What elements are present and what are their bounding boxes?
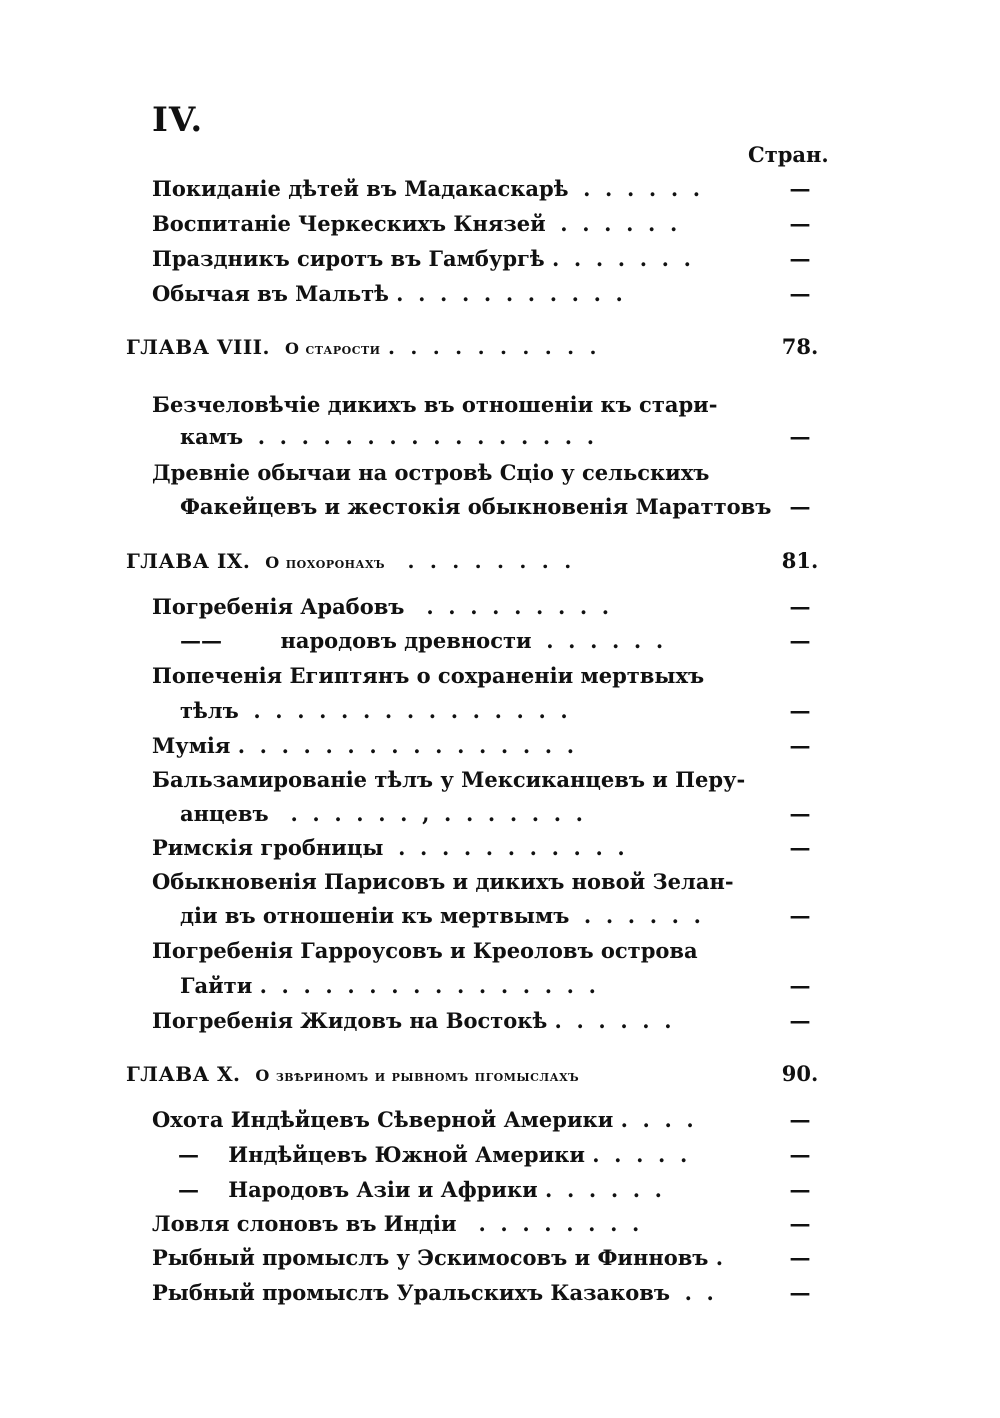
- toc-entry: Обычая въ Мальтѣ . . . . . . . . . . .: [152, 281, 623, 306]
- toc-page: —: [789, 733, 811, 758]
- leader-dots: . . . . . .: [531, 628, 664, 653]
- chapter-heading: ГЛАВА X. О звѣриномъ и рывномъ пгомыслахъ: [126, 1062, 580, 1086]
- toc-entry: Покиданіе дѣтей въ Мадакаскарѣ . . . . . .: [152, 176, 701, 201]
- toc-entry: Погребенія Жидовъ на Востокѣ . . . . . .: [152, 1008, 672, 1033]
- toc-entry-continuation: тѣлъ . . . . . . . . . . . . . . .: [180, 698, 568, 723]
- toc-entry: Погребенія Арабовъ . . . . . . . . .: [152, 594, 610, 619]
- toc-entry: Обыкновенія Парисовъ и дикихъ новой Зелан-: [152, 869, 734, 894]
- leader-dots: .: [708, 1245, 724, 1270]
- chapter-page: 78.: [781, 334, 819, 359]
- leader-dots: . .: [669, 1280, 714, 1305]
- chapter-page: 90.: [781, 1061, 819, 1086]
- leader-dots: . . . . . . . .: [456, 1211, 640, 1236]
- toc-entry: Римскія гробницы . . . . . . . . . . .: [152, 835, 625, 860]
- leader-dots: . . . . . . . . . . .: [383, 835, 625, 860]
- toc-entry: — Народовъ Азіи и Африки . . . . . .: [178, 1177, 662, 1202]
- toc-page: —: [789, 494, 811, 519]
- toc-entry-continuation: камъ . . . . . . . . . . . . . . . .: [180, 424, 595, 449]
- toc-entry: Погребенія Гарроусовъ и Креоловъ острова: [152, 938, 698, 963]
- leader-dots: . . . . . .: [537, 1177, 662, 1202]
- leader-dots: . . . . . . . . .: [404, 594, 610, 619]
- page-column-header: Стран.: [748, 142, 829, 167]
- toc-entry: Мумія . . . . . . . . . . . . . . . .: [152, 733, 575, 758]
- toc-page: —: [789, 1008, 811, 1033]
- toc-page: —: [789, 424, 811, 449]
- ditto-dash: ——: [180, 628, 222, 653]
- toc-entry: Попеченія Египтянъ о сохраненіи мертвыхъ: [152, 663, 705, 688]
- leader-dots: . . . . . . . . . .: [380, 335, 597, 359]
- leader-dots: . . . . . . . . . . . . . . . .: [252, 973, 596, 998]
- leader-dots: . . . .: [613, 1107, 694, 1132]
- leader-dots: . . . . . . , . . . . . . .: [268, 801, 583, 826]
- toc-entry: Рыбный промыслъ Уральскихъ Казаковъ . .: [152, 1280, 714, 1305]
- toc-page: —: [789, 628, 811, 653]
- toc-page: —: [789, 835, 811, 860]
- leader-dots: . . . . . .: [569, 903, 701, 928]
- leader-dots: . . . . . . . . . . . . . . . .: [230, 733, 575, 758]
- toc-page: —: [789, 246, 811, 271]
- toc-page: —: [789, 176, 811, 201]
- leader-dots: . . . . . .: [568, 176, 701, 201]
- toc-page: —: [789, 1142, 811, 1167]
- toc-entry-continuation: анцевъ . . . . . . , . . . . . . .: [180, 801, 583, 826]
- leader-dots: . . . . .: [584, 1142, 688, 1167]
- toc-entry: Охота Индѣйцевъ Сѣверной Америки . . . .: [152, 1107, 694, 1132]
- toc-page: —: [789, 1177, 811, 1202]
- toc-entry: Древніе обычаи на островѣ Сціо у сельскихъ: [152, 460, 710, 485]
- leader-dots: . . . . . . . . . . . . . . .: [238, 698, 568, 723]
- toc-entry: Рыбный промыслъ у Эскимосовъ и Финновъ .: [152, 1245, 724, 1270]
- page-number: IV.: [152, 100, 204, 140]
- leader-dots: . . . . . . .: [544, 246, 691, 271]
- leader-dots: . . . . . . . . . . . . . . . .: [243, 424, 595, 449]
- toc-entry-continuation: Гайти . . . . . . . . . . . . . . . .: [180, 973, 596, 998]
- toc-page: —: [789, 1280, 811, 1305]
- toc-page: —: [789, 594, 811, 619]
- toc-page: —: [789, 1211, 811, 1236]
- toc-entry: Воспитаніе Черкескихъ Князей . . . . . .: [152, 211, 678, 236]
- toc-page: —: [789, 973, 811, 998]
- toc-entry-continuation: діи въ отношеніи къ мертвымъ . . . . . .: [180, 903, 701, 928]
- toc-entry: Праздникъ сиротъ въ Гамбургѣ . . . . . . .: [152, 246, 691, 271]
- leader-dots: . . . . . . . .: [385, 549, 572, 573]
- toc-entry: Бальзамированіе тѣлъ у Мексиканцевъ и Перу-: [152, 767, 746, 792]
- toc-entry: Ловля слоновъ въ Индіи . . . . . . . .: [152, 1211, 640, 1236]
- ditto-dash: —: [178, 1142, 199, 1167]
- chapter-heading: ГЛАВА IX. О похоронахъ . . . . . . . .: [126, 549, 572, 573]
- toc-page: —: [789, 801, 811, 826]
- toc-page: —: [789, 211, 811, 236]
- leader-dots: . . . . . . . . . . .: [388, 281, 623, 306]
- toc-entry: —— народовъ древности . . . . . .: [180, 628, 664, 653]
- toc-page: —: [789, 281, 811, 306]
- toc-entry: Безчеловѣчіе дикихъ въ отношеніи къ стари-: [152, 392, 718, 417]
- toc-page: —: [789, 698, 811, 723]
- toc-entry-continuation: Факейцевъ и жестокія обыкновенія Мараттовъ: [180, 494, 772, 519]
- leader-dots: . . . . . .: [547, 1008, 672, 1033]
- toc-page: —: [789, 903, 811, 928]
- chapter-page: 81.: [781, 548, 819, 573]
- leader-dots: . . . . . .: [545, 211, 678, 236]
- toc-entry: — Индѣйцевъ Южной Америки . . . . .: [178, 1142, 688, 1167]
- chapter-heading: ГЛАВА VIII. О старости . . . . . . . . . .: [126, 335, 597, 359]
- toc-page: —: [789, 1245, 811, 1270]
- ditto-dash: —: [178, 1177, 199, 1202]
- toc-page: —: [789, 1107, 811, 1132]
